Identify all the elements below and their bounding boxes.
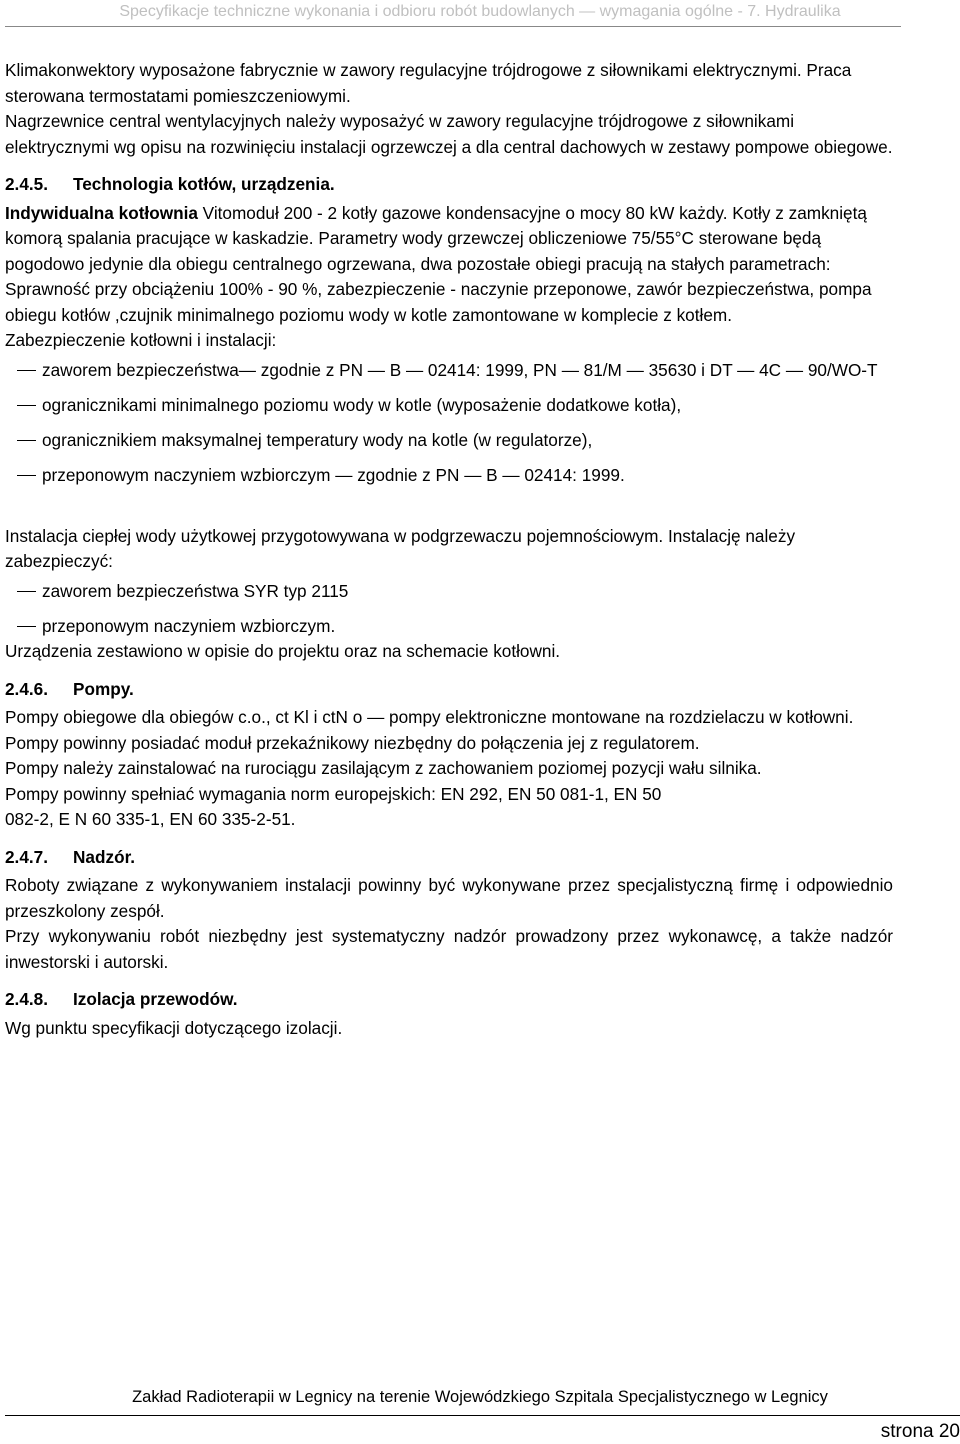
section-number: 2.4.6. (5, 678, 49, 699)
supervision-paragraph-1: Roboty związane z wykonywaniem instalacji powinny być wykonywane przez specjalistyczną firmę i odpowiednio przeszkolony zespół. (5, 875, 893, 921)
section-heading-2-4-6 (5, 677, 893, 703)
footer-rule (5, 1415, 869, 1416)
section-number: 2.4.8. (5, 989, 49, 1009)
section-heading-2-4-8 (5, 987, 893, 1013)
section-title: Nadzór. (73, 846, 136, 867)
header-rule (5, 26, 901, 27)
section-heading-2-4-5 (5, 172, 893, 198)
dash-bullet (17, 475, 36, 476)
list-item: przeponowym naczyniem wzbiorczym — zgodnie z PN — B — 02414: 1999. (5, 463, 893, 489)
dash-bullet (17, 440, 36, 441)
section-heading-2-4-7 (5, 845, 893, 871)
document-body (5, 58, 893, 1041)
list-item: zaworem bezpieczeństwa SYR typ 2115 (5, 579, 893, 605)
devices-paragraph: Urządzenia zestawiono w opisie do projektu oraz na schemacie kotłowni. (5, 641, 561, 661)
list-item: przeponowym naczyniem wzbiorczym. (5, 614, 893, 640)
page-number-rule (869, 1415, 960, 1416)
insulation-paragraph: Wg punktu specyfikacji dotyczącego izolacji. (5, 1017, 343, 1038)
boiler-paragraph-1 (5, 201, 893, 278)
section-title: Pompy. (73, 678, 134, 699)
supervision-paragraph-2: Przy wykonywaniu robót niezbędny jest systematyczny nadzór prowadzony przez wykonawcę, a także nadzór inwestorski i autorski. (5, 926, 893, 972)
section-title: Technologia kotłów, urządzenia. (73, 174, 335, 194)
running-footer: Zakład Radioterapii w Legnicy na terenie Wojewódzkiego Szpitala Specjalistycznego w Legnicy (132, 1388, 828, 1406)
hot-water-list (5, 579, 893, 640)
safety-list (5, 358, 893, 489)
page-number: strona 20 (880, 1421, 960, 1442)
pumps-paragraph-2: Pompy powinny posiadać moduł przekaźnikowy niezbędny do połączenia jej z regulatorem. (5, 732, 700, 753)
list-item: ogranicznikiem maksymalnej temperatury wody na kotle (w regulatorze), (5, 428, 893, 454)
dash-bullet (17, 626, 36, 627)
hot-water-paragraph: Instalacja ciepłej wody użytkowej przygotowywana w podgrzewaczu pojemnościowym. Instalację należy zabezpieczyć: (5, 525, 796, 571)
pumps-paragraph-1: Pompy obiegowe dla obiegów c.o., ct Kl i ctN o — pompy elektroniczne montowane na rozdzielaczu w kotłowni. (5, 707, 854, 727)
section-title: Izolacja przewodów. (73, 989, 238, 1009)
pumps-paragraph-3: Pompy należy zainstalować na rurociągu zasilającym z zachowaniem poziomej pozycji wału silnika. (5, 758, 762, 778)
list-item: zaworem bezpieczeństwa— zgodnie z PN — B — 02414: 1999, PN — 81/M — 35630 i DT — 4C — 90/WO-T (5, 358, 893, 384)
list-item: ogranicznikami minimalnego poziomu wody w kotle (wyposażenie dodatkowe kotła), (5, 393, 893, 419)
pumps-paragraph-4a: Pompy powinny spełniać wymagania norm europejskich: EN 292, EN 50 081-1, EN 50 (5, 783, 662, 804)
boiler-paragraph-2: Sprawność przy obciążeniu 100% - 90 %, zabezpieczenie - naczynie przeponowe, zawór bezpieczeństwa, pompa obiegu kotłów ,czujnik minimalnego poziomu wody w kotle zamontowane w komplecie z kotłem. (5, 279, 872, 325)
pumps-paragraph-4b: 082-2, E N 60 335-1, EN 60 335-2-51. (5, 809, 296, 829)
intro-paragraph-2: Nagrzewnice central wentylacyjnych należy wyposażyć w zawory regulacyjne trójdrogowe z siłownikami elektrycznymi wg opisu na rozwinięciu instalacji ogrzewczej a dla central dachowych w zestawy pompowe obiegowe. (5, 111, 893, 157)
section-number: 2.4.5. (5, 174, 49, 194)
dash-bullet (17, 591, 36, 592)
boiler-paragraph-3: Zabezpieczenie kotłowni i instalacji: (5, 330, 277, 350)
boiler-lead: Indywidualna kotłownia (5, 202, 198, 223)
dash-bullet (17, 370, 36, 371)
dash-bullet (17, 405, 36, 406)
intro-paragraph-1: Klimakonwektory wyposażone fabrycznie w zawory regulacyjne trójdrogowe z siłownikami elektrycznymi. Praca sterowana termostatami pomieszczeniowymi. (5, 60, 852, 106)
running-header: Specyfikacje techniczne wykonania i odbioru robót budowlanych — wymagania ogólne - 7. Hydraulika (119, 3, 841, 20)
boiler-text: Vitomoduł 200 - 2 kotły gazowe kondensacyjne o mocy 80 kW każdy. Kotły z zamkniętą komorą spalania pracujące w kaskadzie. Parametry wody grzewczej obliczeniowe 75/55°C sterowane będą pogodowo jedynie dla obiegu centralnego ogrzewana, dwa pozostałe obiegi pracują na stałych parametrach: (5, 202, 867, 274)
section-number: 2.4.7. (5, 846, 49, 867)
